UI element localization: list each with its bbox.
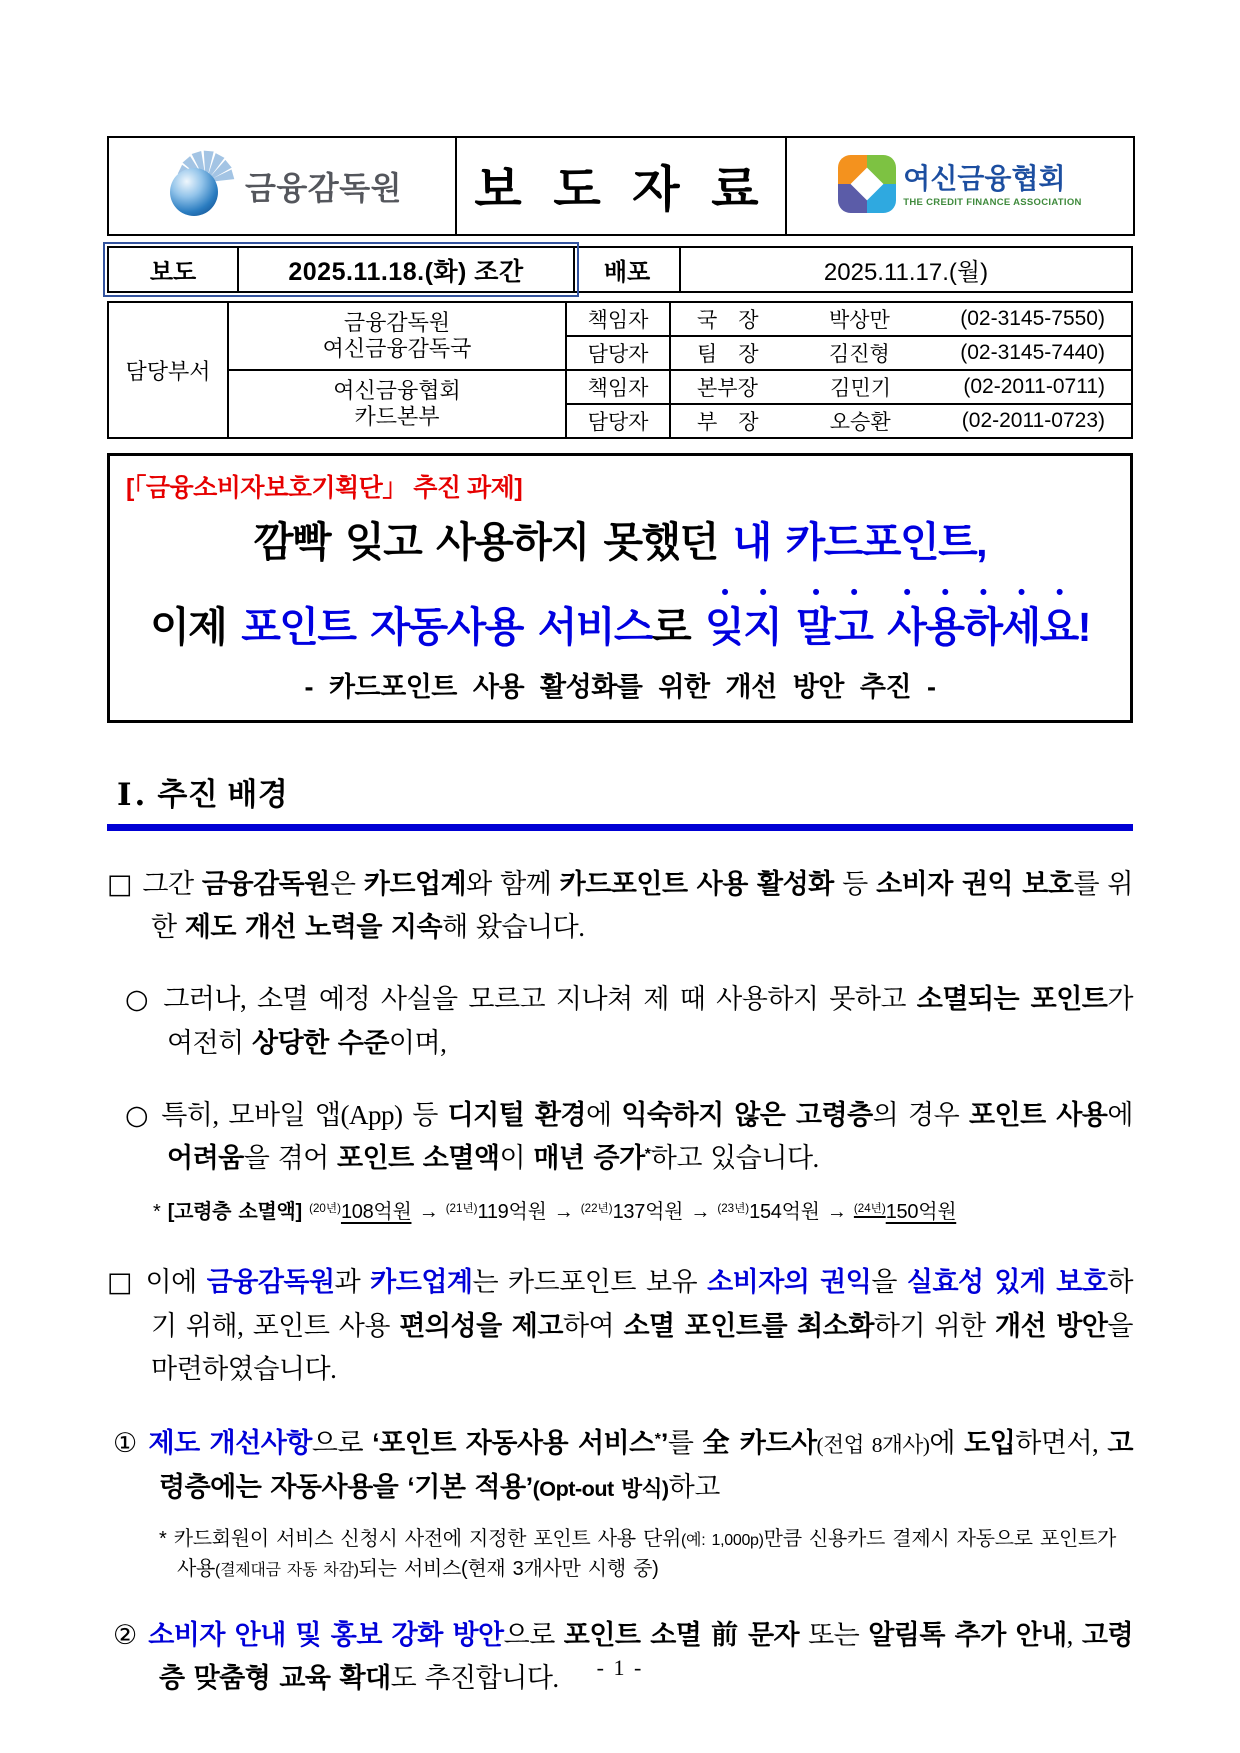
contact-role: 담당자 — [566, 404, 670, 438]
fss-logo — [109, 150, 455, 223]
section-heading — [107, 769, 1133, 814]
contact-title: 부 장 — [697, 411, 759, 434]
release-label: 보도 — [108, 247, 238, 292]
contact-name: 박상만 — [828, 309, 890, 332]
contact-name: 김진형 — [828, 343, 890, 366]
doc-title-cell — [456, 137, 786, 235]
contact-phone: (02-2011-0711) — [963, 375, 1105, 398]
release-date: 2025.11.18.(화) 조간 — [238, 247, 574, 292]
org-cfa — [228, 370, 566, 438]
contact-title: 본부장 — [697, 377, 758, 400]
contact-info — [670, 302, 1132, 336]
org-name-line: 금융감독원 — [343, 310, 451, 336]
cfa-name: 여신금융협회 — [903, 162, 1066, 194]
contact-row — [108, 370, 1132, 404]
headline-subtitle: - 카드포인트 사용 활성화를 위한 개선 방안 추진 - — [304, 671, 936, 702]
fss-sphere-icon — [162, 150, 238, 223]
contact-role: 책임자 — [566, 302, 670, 336]
paragraph: ○ 그러나, 소멸 예정 사실을 모르고 지나쳐 제 때 사용하지 못하고 소멸되는 포인트가 여전히 상당한 수준이며, — [125, 984, 1133, 1058]
paragraph: □ 그간 금융감독원은 카드업계와 함께 카드포인트 사용 활성화 등 소비자 권익 보호를 위한 제도 개선 노력을 지속해 왔습니다. — [107, 868, 1133, 943]
cfa-pinwheel-icon — [838, 155, 896, 218]
contact-phone: (02-3145-7550) — [960, 307, 1105, 330]
distribution-date: 2025.11.17.(월) — [680, 247, 1132, 292]
contact-title: 팀 장 — [697, 343, 759, 366]
numbered-item-2: ② 소비자 안내 및 홍보 강화 방안으로 포인트 소멸 前 문자 또는 알림톡 추가 안내, 고령층 맞춤형 교육 확대도 추진합니다. — [113, 1619, 1134, 1694]
page-content — [107, 0, 1133, 1701]
numbered-item-1: ① 제도 개선사항으로 ‘포인트 자동사용 서비스*’를 全 카드사(전업 8개사)에 도입하면서, 고령층에는 자동사용을 ‘기본 적용’(Opt-out 방식)하고 — [113, 1428, 1134, 1502]
org-name-line: 여신금융감독국 — [322, 336, 472, 361]
contacts-table — [107, 301, 1133, 439]
contact-row — [108, 302, 1132, 336]
contact-name: 김민기 — [830, 377, 892, 400]
task-tag: [「금융소비자보호기획단」 추진 과제] — [126, 474, 523, 502]
org-name-line: 카드본부 — [354, 404, 440, 429]
paragraph: □ 이에 금융감독원과 카드업계는 카드포인트 보유 소비자의 권익을 실효성 있게 보호하기 위해, 포인트 사용 편의성을 제고하여 소멸 포인트를 최소화하기 위한 개선 방안을 마련하였습니다. — [107, 1267, 1133, 1385]
contact-role: 담당자 — [566, 336, 670, 370]
dept-label: 담당부서 — [108, 302, 228, 438]
contact-role: 책임자 — [566, 370, 670, 404]
paragraph: ○ 특히, 모바일 앱(App) 등 디지털 환경에 익숙하지 않은 고령층의 경우 포인트 사용에 어려움을 겪어 포인트 소멸액이 매년 증가*하고 있습니다. — [125, 1099, 1133, 1174]
contact-info — [670, 370, 1132, 404]
fss-name: 금융감독원 — [244, 170, 403, 206]
release-info-table — [107, 246, 1133, 293]
release-info-row — [107, 246, 1133, 293]
org-fss — [228, 302, 566, 370]
contact-name: 오승환 — [829, 411, 891, 434]
page-number: - 1 - — [596, 1655, 644, 1680]
section-title: 추진 배경 — [157, 776, 289, 812]
headline-line-1: 깜빡 잊고 사용하지 못했던 내 카드포인트, — [253, 519, 987, 565]
section-divider-rule — [107, 824, 1133, 831]
cfa-logo-cell — [786, 137, 1134, 235]
press-release-banner-title: 보 도 자 료 — [474, 163, 768, 217]
contact-info — [670, 404, 1132, 438]
headline-line-2: 이제 포인트 자동사용 서비스로 잊지 말고 사용하세요! — [150, 604, 1090, 651]
distribution-label: 배포 — [574, 247, 680, 292]
org-name-line: 여신금융협회 — [333, 378, 461, 404]
headline-box — [107, 453, 1133, 723]
contact-phone: (02-2011-0723) — [961, 409, 1105, 432]
contact-phone: (02-3145-7440) — [960, 341, 1105, 364]
footnote-auto-use-service: * 카드회원이 서비스 신청시 사전에 지정한 포인트 사용 단위(예: 1,000p)만큼 신용카드 결제시 자동으로 포인트가 사용(결제대금 자동 차감)되는 서비스(현재 3개사만 시행 중) — [159, 1527, 1117, 1580]
body-text — [107, 863, 1133, 1702]
contact-info — [670, 336, 1132, 370]
fss-logo-cell — [108, 137, 456, 235]
cfa-text — [903, 162, 1082, 208]
header-banner — [107, 136, 1135, 236]
section-number: Ⅰ. — [117, 776, 149, 813]
cfa-tagline: THE CREDIT FINANCE ASSOCIATION — [903, 196, 1082, 208]
cfa-logo — [787, 155, 1133, 218]
contact-title: 국 장 — [697, 309, 759, 332]
footnote-senior-expired-points: * [고령층 소멸액] $^{(20년)}$108억원 → $^{(21년)}$119억원 → $^{(22년)}$137억원 → $^{(23년)}$154억원 → $^{(24년)}$150억원 — [153, 1201, 957, 1223]
